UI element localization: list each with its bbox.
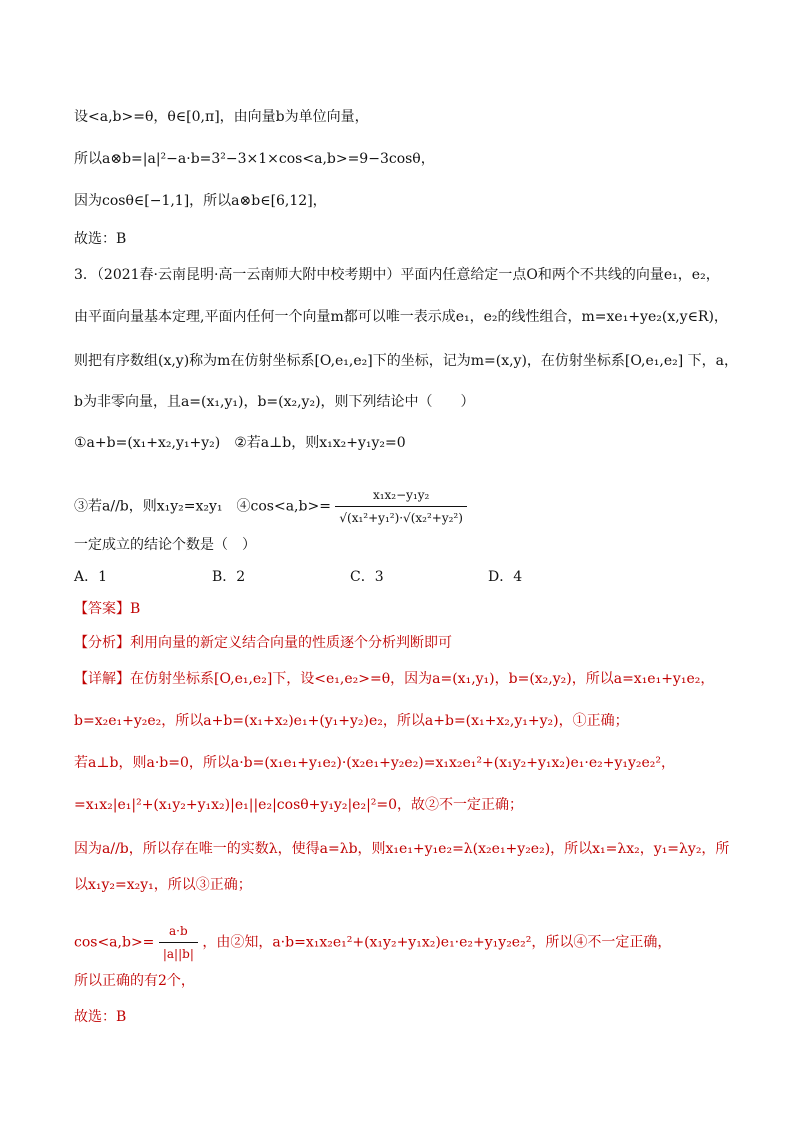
cos-prefix: cos<a,b>= [74, 934, 155, 951]
statement-1-2: ①a+b=(x₁+x₂,y₁+y₂) ②若a⊥b，则x₁x₂+y₁y₂=0 [74, 435, 406, 451]
text-line: 故选：B [74, 231, 127, 247]
fraction-numerator: a·b [159, 920, 198, 943]
cos-suffix: ，由②知，a·b=x₁x₂e₁²+(x₁y₂+y₁x₂)e₁·e₂+y₁y₂e₂²，所以④不一定正确， [202, 934, 672, 951]
detail-line: b=x₂e₁+y₂e₂，所以a+b=(x₁+x₂)e₁+(y₁+y₂)e₂，所以a+b=(x₁+x₂,y₁+y₂)，①正确； [74, 713, 629, 729]
fraction-numerator: x₁x₂−y₁y₂ [335, 484, 467, 507]
detail-line: 以x₁y₂=x₂y₁，所以③正确； [74, 877, 252, 893]
text-line: 因为cosθ∈[−1,1]，所以a⊗b∈[6,12]， [74, 193, 327, 209]
option-a: A．1 [74, 569, 108, 585]
analysis-text: 【分析】利用向量的新定义结合向量的性质逐个分析判断即可 [74, 635, 452, 651]
cos-fraction [159, 920, 198, 965]
text-line: b为非零向量，且a=(x₁,y₁)，b=(x₂,y₂)，则下列结论中（ ） [74, 394, 475, 410]
question-heading: 3．（2021春·云南昆明·高一云南师大附中校考期中）平面内任意给定一点O和两个不共线的向量e₁，e₂， [74, 267, 720, 283]
option-d: D．4 [488, 569, 523, 585]
text-line: 由平面向量基本定理,平面内任何一个向量m都可以唯一表示成e₁，e₂的线性组合，m=xe₁+ye₂(x,y∈R)， [74, 309, 728, 325]
detail-line: 故选：B [74, 1009, 127, 1025]
options-row [74, 566, 734, 588]
statement-4-fraction [335, 484, 467, 529]
detail-line: =x₁x₂|e₁|²+(x₁y₂+y₁x₂)|e₁||e₂|cosθ+y₁y₂|e₂|²=0，故②不一定正确； [74, 797, 524, 813]
statement-3-4 [74, 484, 734, 529]
statement-3-label: ③若a//b，则x₁y₂=x₂y₁ ④cos<a,b>= [74, 498, 331, 515]
detail-line: 若a⊥b，则a·b=0，所以a·b=(x₁e₁+y₁e₂)·(x₂e₁+y₂e₂)=x₁x₂e₁²+(x₁y₂+y₁x₂)e₁·e₂+y₁y₂e₂²， [74, 755, 675, 771]
detail-line: 【详解】在仿射坐标系[O,e₁,e₂]下，设<e₁,e₂>=θ，因为a=(x₁,y₁)，b=(x₂,y₂)，所以a=x₁e₁+y₁e₂， [74, 671, 715, 687]
option-c: C．3 [350, 569, 384, 585]
text-line: 则把有序数组(x,y)称为m在仿射坐标系[O,e₁,e₂]下的坐标，记为m=(x,y)，在仿射坐标系[O,e₁,e₂] 下，a， [74, 353, 738, 369]
fraction-denominator: √(x₁²+y₁²)·√(x₂²+y₂²) [339, 511, 463, 525]
answer-tag: 【答案】B [74, 601, 141, 617]
detail-line: 所以正确的有2个， [74, 973, 195, 989]
text-line: 设<a,b>=θ，θ∈[0,π]，由向量b为单位向量， [74, 109, 369, 125]
question-ask: 一定成立的结论个数是（ ） [74, 537, 256, 553]
fraction-denominator: |a||b| [162, 947, 194, 961]
text-line: 所以a⊗b=|a|²−a·b=3²−3×1×cos<a,b>=9−3cosθ， [74, 151, 435, 167]
option-b: B．2 [212, 569, 246, 585]
detail-line: 因为a//b，所以存在唯一的实数λ，使得a=λb，则x₁e₁+y₁e₂=λ(x₂e₁+y₂e₂)，所以x₁=λx₂，y₁=λy₂，所 [74, 841, 730, 857]
detail-line [74, 920, 734, 965]
